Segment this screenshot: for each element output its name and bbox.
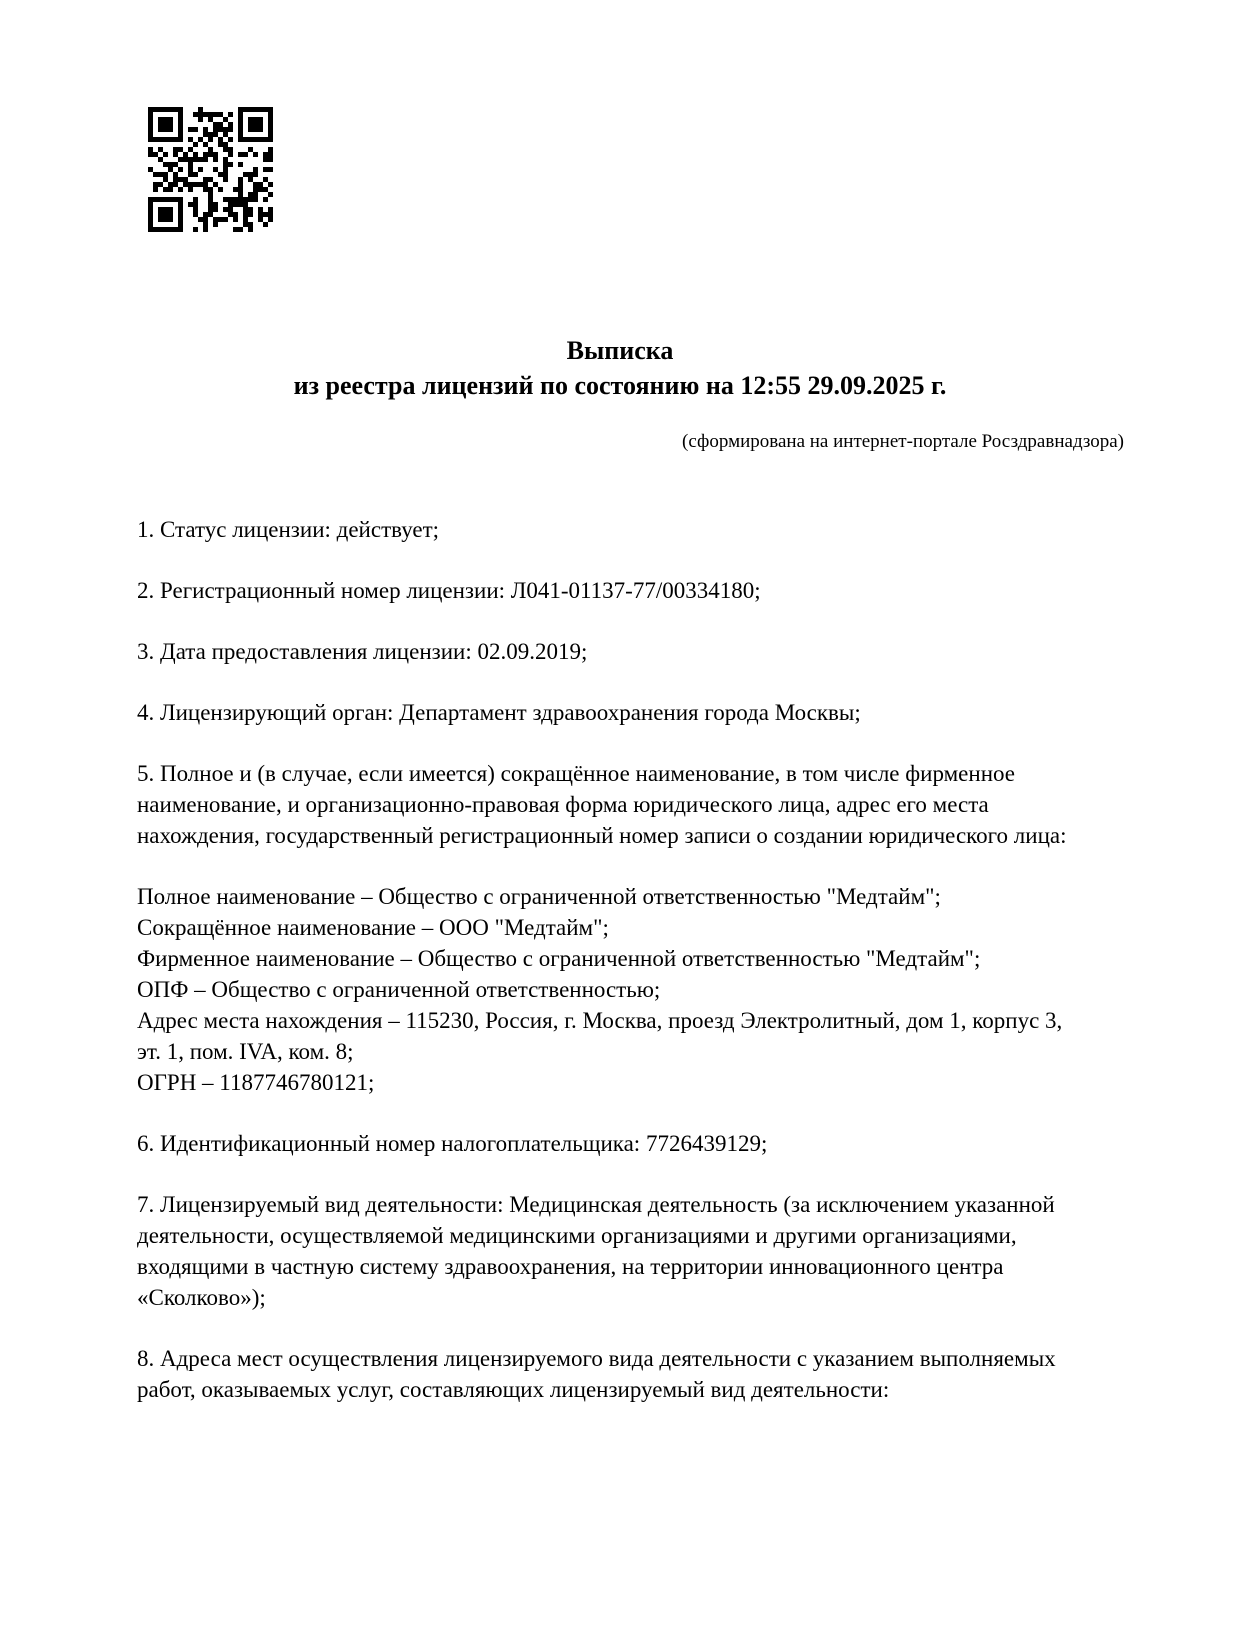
text-line: 7. Лицензируемый вид деятельности: Медицинская деятельность (за исключением указанной (137, 1192, 1055, 1217)
document-body (137, 514, 1157, 1435)
text-line: ОПФ – Общество с ограниченной ответственностью; (137, 977, 661, 1002)
paragraph-inn (137, 1128, 1157, 1159)
text-line: 1. Статус лицензии: действует; (137, 517, 440, 542)
paragraph-registration-number (137, 575, 1157, 606)
text-line: Сокращённое наименование – ООО "Медтайм"; (137, 915, 609, 940)
paragraph-licensing-authority (137, 697, 1157, 728)
paragraph-license-date (137, 636, 1157, 667)
text-line: «Сколково»); (137, 1285, 266, 1310)
text-line: работ, оказываемых услуг, составляющих лицензируемый вид деятельности: (137, 1377, 890, 1402)
text-line: Полное наименование – Общество с ограниченной ответственностью "Медтайм"; (137, 884, 941, 909)
document-title (0, 333, 1240, 403)
text-line: входящими в частную систему здравоохранения, на территории инновационного центра (137, 1254, 1004, 1279)
paragraph-status (137, 514, 1157, 545)
text-line: ОГРН – 1187746780121; (137, 1070, 375, 1095)
paragraph-names-intro (137, 758, 1157, 851)
text-line: 2. Регистрационный номер лицензии: Л041-01137-77/00334180; (137, 578, 761, 603)
text-line: 4. Лицензирующий орган: Департамент здравоохранения города Москвы; (137, 700, 861, 725)
text-line: наименование, и организационно-правовая форма юридического лица, адрес его места (137, 792, 989, 817)
paragraph-company-details (137, 881, 1157, 1098)
paragraph-addresses-intro (137, 1343, 1157, 1405)
text-line: Фирменное наименование – Общество с ограниченной ответственностью "Медтайм"; (137, 946, 981, 971)
qr-code-icon (148, 107, 273, 232)
text-line: нахождения, государственный регистрационный номер записи о создании юридического лица: (137, 823, 1067, 848)
document-subtitle: (сформирована на интернет-портале Росздравнадзора) (682, 431, 1124, 452)
text-line: 8. Адреса мест осуществления лицензируемого вида деятельности с указанием выполняемых (137, 1346, 1056, 1371)
text-line: 6. Идентификационный номер налогоплательщика: 7726439129; (137, 1131, 768, 1156)
text-line: 3. Дата предоставления лицензии: 02.09.2019; (137, 639, 588, 664)
document-title-line-2: из реестра лицензий по состоянию на 12:55 29.09.2025 г. (293, 371, 947, 400)
text-line: эт. 1, пом. IVA, ком. 8; (137, 1039, 354, 1064)
document-title-line-1: Выписка (566, 336, 674, 365)
text-line: Адрес места нахождения – 115230, Россия, г. Москва, проезд Электролитный, дом 1, корпус 3, (137, 1008, 1063, 1033)
text-line: деятельности, осуществляемой медицинскими организациями и другими организациями, (137, 1223, 1017, 1248)
text-line: 5. Полное и (в случае, если имеется) сокращённое наименование, в том числе фирменное (137, 761, 1015, 786)
paragraph-activity-type (137, 1189, 1157, 1313)
